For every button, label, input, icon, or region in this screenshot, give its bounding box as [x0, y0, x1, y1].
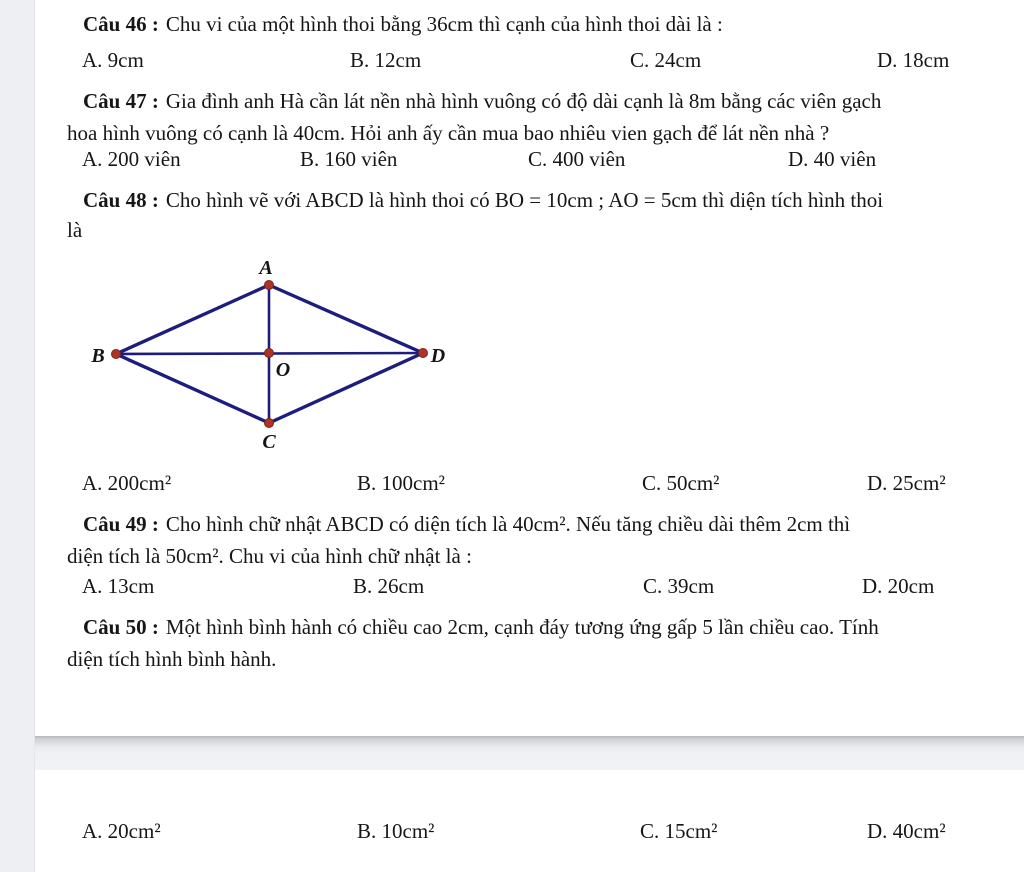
answer-option-48b: B. 100cm² [357, 471, 445, 495]
answer-option-np-b: B. 10cm² [357, 819, 435, 843]
page-separator [0, 736, 1024, 770]
vertex-label-c: C [262, 431, 276, 453]
rhombus-diagram [70, 252, 490, 462]
vertex-dot-d [419, 349, 428, 358]
question-47-line1 [67, 85, 994, 117]
answers-48 [0, 470, 1024, 500]
question-48-line1 [67, 185, 994, 215]
vertex-label-d: D [430, 345, 446, 367]
answer-option-48c: C. 50cm² [642, 471, 720, 495]
vertex-label-b: B [91, 345, 105, 367]
question-50-line2: diện tích hình bình hành. [67, 647, 277, 671]
question-48-line2: là [67, 218, 83, 242]
answer-option-49c: C. 39cm [643, 574, 715, 598]
question-50-line1 [67, 611, 994, 643]
answer-option-np-a: A. 20cm² [82, 819, 161, 843]
question-48-label: Câu 48 : [83, 188, 159, 212]
question-50-text: Một hình bình hành có chiều cao 2cm, cạnh đáy tương ứng gấp 5 lần chiều cao. Tính [165, 615, 879, 639]
answer-option-48d: D. 25cm² [867, 471, 946, 495]
answer-option-np-d: D. 40cm² [867, 819, 946, 843]
vertex-label-o: O [275, 359, 291, 381]
question-46-line1 [67, 8, 994, 40]
question-46 [67, 8, 994, 40]
rhombus-edge-cd [269, 353, 423, 423]
answers-49 [0, 573, 1024, 603]
vertex-dot-a [265, 281, 274, 290]
question-50 [67, 611, 994, 675]
answer-option-49d: D. 20cm [862, 574, 935, 598]
question-49-line1 [67, 508, 994, 540]
answer-option-49b: B. 26cm [353, 574, 425, 598]
question-50-label: Câu 50 : [83, 615, 159, 639]
question-47 [67, 85, 994, 149]
answer-option-49a: A. 13cm [82, 574, 155, 598]
vertex-dot-b [112, 350, 121, 359]
question-47-label: Câu 47 : [83, 89, 159, 113]
question-49-label: Câu 49 : [83, 512, 159, 536]
rhombus-edge-ab [116, 285, 269, 354]
question-47-text: Gia đình anh Hà cần lát nền nhà hình vuông có độ dài cạnh là 8m bằng các viên gạch [165, 89, 882, 113]
answer-option-46d: D. 18cm [877, 48, 950, 72]
answers-47 [0, 146, 1024, 176]
vertex-label-a: A [259, 257, 273, 279]
question-49 [67, 508, 994, 572]
rhombus-edge-bc [116, 354, 269, 423]
answer-option-47d: D. 40 viên [788, 147, 877, 171]
answer-option-46c: C. 24cm [630, 48, 702, 72]
question-46-label: Câu 46 : [83, 12, 159, 36]
answers-next-page [0, 818, 1024, 848]
question-48 [67, 185, 994, 245]
answers-46 [0, 47, 1024, 77]
answer-option-47c: C. 400 viên [528, 147, 626, 171]
answer-option-47a: A. 200 viên [82, 147, 181, 171]
left-margin-strip [0, 0, 35, 872]
question-49-line2: diện tích là 50cm². Chu vi của hình chữ nhật là : [67, 544, 472, 568]
vertex-dot-o [265, 349, 274, 358]
vertex-dot-c [265, 419, 274, 428]
question-46-text: Chu vi của một hình thoi bằng 36cm thì cạnh của hình thoi dài là : [165, 12, 723, 36]
rhombus-edge-ad [269, 285, 423, 353]
answer-option-46b: B. 12cm [350, 48, 422, 72]
answer-option-np-c: C. 15cm² [640, 819, 718, 843]
question-48-text: Cho hình vẽ với ABCD là hình thoi có BO = 10cm ; AO = 5cm thì diện tích hình thoi [165, 188, 884, 212]
answer-option-47b: B. 160 viên [300, 147, 398, 171]
answer-option-48a: A. 200cm² [82, 471, 172, 495]
question-49-text: Cho hình chữ nhật ABCD có diện tích là 40cm². Nếu tăng chiều dài thêm 2cm thì [165, 512, 851, 536]
answer-option-46a: A. 9cm [82, 48, 144, 72]
question-47-line2: hoa hình vuông có cạnh là 40cm. Hỏi anh ấy cần mua bao nhiêu vien gạch để lát nền nhà ? [67, 121, 830, 145]
